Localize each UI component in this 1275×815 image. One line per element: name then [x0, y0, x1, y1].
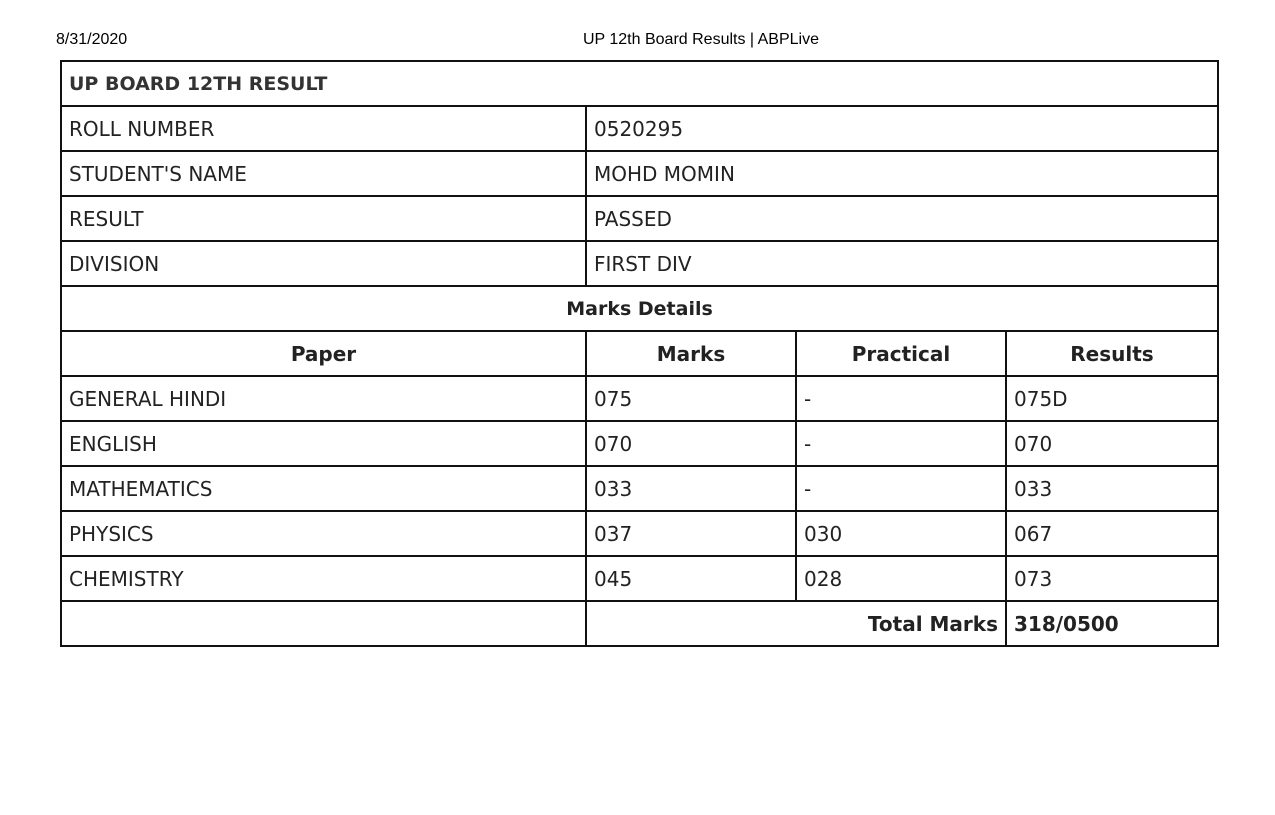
marks-cell: 070 — [586, 421, 796, 466]
empty-cell — [61, 601, 586, 646]
info-row-result — [61, 196, 1218, 241]
result-cell: 075D — [1006, 376, 1218, 421]
table-row — [61, 466, 1218, 511]
table-row — [61, 556, 1218, 601]
result-table — [60, 60, 1219, 647]
paper-cell: MATHEMATICS — [61, 466, 586, 511]
result-title: UP BOARD 12TH RESULT — [61, 61, 1218, 106]
info-row-roll-number — [61, 106, 1218, 151]
practical-cell: - — [796, 421, 1006, 466]
info-value: PASSED — [586, 196, 1218, 241]
marks-section-row — [61, 286, 1218, 331]
paper-cell: CHEMISTRY — [61, 556, 586, 601]
info-label: RESULT — [61, 196, 586, 241]
print-date: 8/31/2020 — [56, 31, 128, 48]
practical-cell: 030 — [796, 511, 1006, 556]
info-value: MOHD MOMIN — [586, 151, 1218, 196]
result-cell: 073 — [1006, 556, 1218, 601]
result-cell: 067 — [1006, 511, 1218, 556]
column-header-results: Results — [1006, 331, 1218, 376]
info-label: ROLL NUMBER — [61, 106, 586, 151]
table-row — [61, 511, 1218, 556]
print-header — [0, 31, 1275, 51]
practical-cell: 028 — [796, 556, 1006, 601]
marks-header-row — [61, 331, 1218, 376]
practical-cell: - — [796, 376, 1006, 421]
paper-cell: ENGLISH — [61, 421, 586, 466]
column-header-marks: Marks — [586, 331, 796, 376]
info-value: FIRST DIV — [586, 241, 1218, 286]
practical-cell: - — [796, 466, 1006, 511]
paper-cell: PHYSICS — [61, 511, 586, 556]
column-header-paper: Paper — [61, 331, 586, 376]
total-row — [61, 601, 1218, 646]
table-row — [61, 421, 1218, 466]
info-row-division — [61, 241, 1218, 286]
info-label: STUDENT'S NAME — [61, 151, 586, 196]
marks-cell: 033 — [586, 466, 796, 511]
marks-cell: 037 — [586, 511, 796, 556]
print-page-title: UP 12th Board Results | ABPLive — [583, 31, 819, 48]
info-row-student-name — [61, 151, 1218, 196]
info-label: DIVISION — [61, 241, 586, 286]
info-value: 0520295 — [586, 106, 1218, 151]
marks-cell: 045 — [586, 556, 796, 601]
paper-cell: GENERAL HINDI — [61, 376, 586, 421]
total-marks-value: 318/0500 — [1006, 601, 1218, 646]
column-header-practical: Practical — [796, 331, 1006, 376]
marks-section-title: Marks Details — [61, 286, 1218, 331]
table-row — [61, 376, 1218, 421]
result-cell: 070 — [1006, 421, 1218, 466]
result-title-row — [61, 61, 1218, 106]
result-cell: 033 — [1006, 466, 1218, 511]
total-marks-label: Total Marks — [586, 601, 1006, 646]
marks-cell: 075 — [586, 376, 796, 421]
